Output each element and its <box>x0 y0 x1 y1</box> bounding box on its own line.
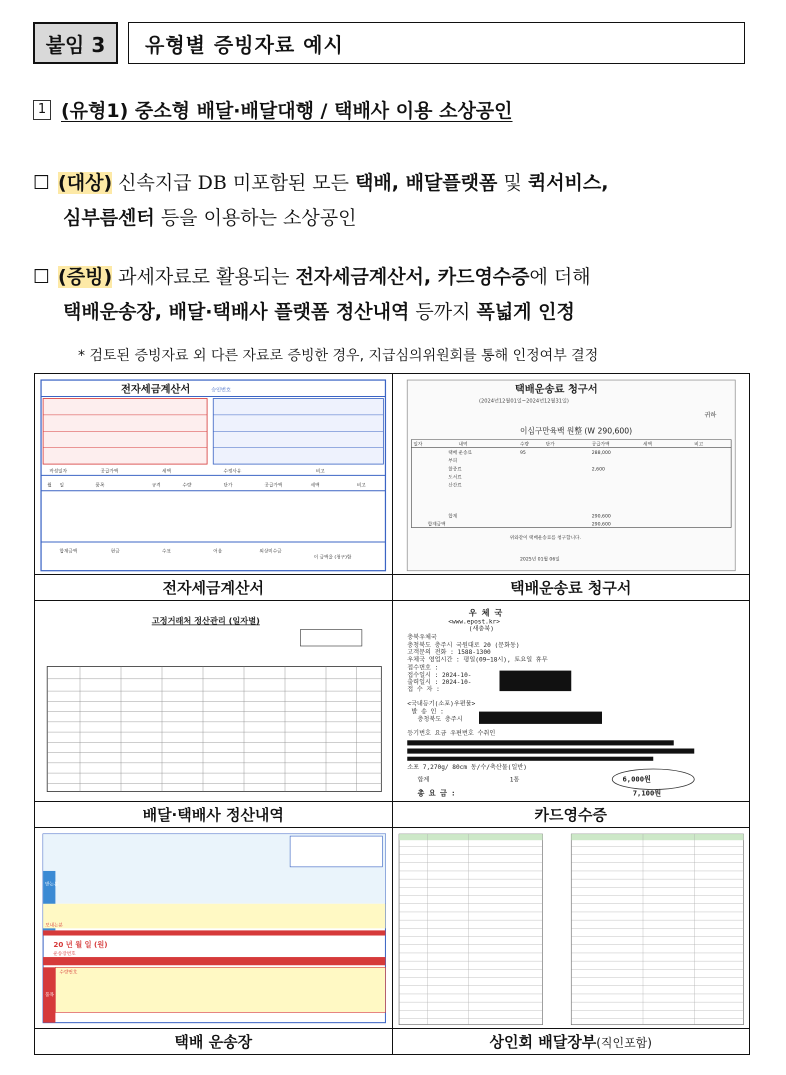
tax-invoice-thumbnail <box>39 378 388 573</box>
bill-recipient: 귀하 <box>704 411 716 419</box>
invoice-footer: 수표 <box>162 549 171 555</box>
waybill-label: 운송장번호 <box>53 952 76 957</box>
target-bold: 퀵서비스, <box>527 172 609 194</box>
example-ledger <box>392 828 750 1029</box>
card-receipt-thumbnail <box>397 605 746 800</box>
proof-item <box>33 260 763 330</box>
caption-ledger-sub: (직인포함) <box>596 1036 652 1050</box>
waybill-label: 품목 <box>45 993 55 998</box>
receipt-line: 고객문의 전화 : 1588-1300 <box>406 649 491 657</box>
invoice-field-label: 세액 <box>162 469 171 475</box>
bill-total: 290,600 <box>591 514 611 520</box>
approval-label: 승인번호 <box>211 387 231 394</box>
receipt-total: 7,100원 <box>632 788 661 798</box>
caption-ledger-main: 상인회 배달장부 <box>489 1033 597 1051</box>
bill-row: 도서료 <box>447 475 462 481</box>
bill-amount: 이십구만육백 원整 (W 290,600) <box>519 426 632 436</box>
examples-grid <box>34 373 750 1055</box>
receipt-sum-val: 6,000원 <box>622 774 651 784</box>
receipt-weight: 소포 7,270g/ 80cm 동/수/축산물(일반) <box>406 764 527 771</box>
target-text: 및 <box>497 172 528 194</box>
proof-bold: 전자세금계산서, 카드영수증 <box>295 266 530 288</box>
checkbox-icon: ☐ <box>33 172 51 194</box>
invoice-col: 수량 <box>182 483 192 489</box>
proof-label: (증빙) <box>58 266 113 288</box>
bill-period: (2024년12월01일~2024년12월31일) <box>478 398 569 405</box>
bill-col: 일자 <box>412 442 422 448</box>
bill-row: 산간료 <box>447 483 462 489</box>
bill-total2: 290,600 <box>591 522 611 528</box>
bill-value: 2,600 <box>591 467 605 473</box>
invoice-col: 세액 <box>310 483 320 489</box>
receipt-line: 충청북도 충주시 국원대로 20 (문화동) <box>406 642 520 650</box>
receipt-total-label: 총 요 금 : <box>417 788 455 798</box>
header <box>33 22 745 64</box>
example-delivery-bill <box>392 374 750 575</box>
target-text: 등을 이용하는 소상공인 <box>154 207 357 229</box>
proof-bold: 택배운송장, 배달·택배사 플랫폼 정산내역 <box>63 301 410 323</box>
bill-col: 비고 <box>693 442 703 448</box>
example-card-receipt <box>392 601 750 802</box>
waybill-label: 보내는분 <box>45 923 63 929</box>
section-number: 1 <box>33 100 51 120</box>
tax-invoice-title: 전자세금계산서 <box>121 383 191 396</box>
receipt-title: 우 체 국 <box>468 607 502 618</box>
invoice-col: 월 <box>47 483 52 489</box>
target-comma: , <box>391 172 406 194</box>
caption-card-receipt: 카드영수증 <box>392 802 750 828</box>
invoice-col: 단가 <box>223 483 233 489</box>
bill-date: 2025년 01월 06일 <box>519 557 560 563</box>
checkbox-icon: ☐ <box>33 266 51 288</box>
bill-col: 공급가액 <box>591 442 610 448</box>
invoice-field-label: 작성일자 <box>49 469 68 475</box>
invoice-col: 규격 <box>151 483 161 489</box>
section-title: (유형1) 중소형 배달·배달대행 / 택배사 이용 소상공인 <box>61 100 513 122</box>
proof-text: 에 더해 <box>529 266 591 288</box>
bill-row: 택배 운송료 <box>447 450 472 456</box>
footnote: * 검토된 증빙자료 외 다른 자료로 증빙한 경우, 지급심의위원회를 통해 인정여부 결정 <box>78 348 599 364</box>
caption-waybill: 택배 운송장 <box>35 1029 393 1055</box>
receipt-item-head: 등기번호 요금 우편번호 수취인 <box>406 730 495 738</box>
example-settlement <box>35 601 393 802</box>
receipt-sender: <국내등기(소포)우편물> <box>406 700 475 708</box>
example-tax-invoice <box>35 374 393 575</box>
invoice-footer: 어음 <box>213 549 223 555</box>
receipt-line: 우체국 영업시간 : 평일(09~18시), 토요일 휴무 <box>406 656 548 664</box>
invoice-footer: 이 금액을 (청구)함 <box>313 555 352 561</box>
receipt-sum-label: 합계 <box>417 776 429 784</box>
proof-bold: 폭넓게 인정 <box>476 301 575 323</box>
caption-delivery-bill: 택배운송료 청구서 <box>392 575 750 601</box>
bill-row: 할증료 <box>447 467 462 473</box>
example-waybill <box>35 828 393 1029</box>
receipt-branch: (새충북) <box>468 625 494 633</box>
bill-col: 세액 <box>642 442 652 448</box>
page-title: 유형별 증빙자료 예시 <box>128 22 745 64</box>
bill-total-label: 합계 <box>447 514 457 520</box>
bill-value: 288,000 <box>591 450 611 456</box>
invoice-col: 비고 <box>356 483 366 489</box>
caption-settlement: 배달·택배사 정산내역 <box>35 802 393 828</box>
bill-footer: 위와같이 택배운송료를 청구합니다. <box>509 535 581 541</box>
target-item <box>33 166 763 236</box>
invoice-footer: 현금 <box>110 549 120 555</box>
target-label: (대상) <box>58 172 113 194</box>
waybill-label: 받는분 <box>45 882 59 888</box>
target-text: 신속지급 DB 미포함된 모든 <box>112 172 356 194</box>
receipt-sum-qty: 1통 <box>509 776 519 784</box>
receipt-send-row: 충청북도 충주시 <box>417 715 463 723</box>
invoice-col: 품목 <box>95 483 105 489</box>
receipt-line: 충북우체국 <box>406 633 437 641</box>
bill-total2-label: 합계금액 <box>427 522 446 528</box>
receipt-send-row: 발 송 인 : <box>410 708 444 716</box>
target-bold: 배달플랫폼 <box>405 172 498 194</box>
bill-qty: 95 <box>519 450 526 456</box>
attachment-badge: 붙임 3 <box>33 22 118 64</box>
target-bold: 택배 <box>355 172 392 194</box>
target-bold: 심부름센터 <box>63 207 155 229</box>
caption-ledger <box>392 1029 750 1055</box>
receipt-line: 접 수 자 : <box>406 686 440 694</box>
invoice-field-label: 비고 <box>315 469 325 475</box>
invoice-field-label: 공급가액 <box>100 469 119 475</box>
ledger-thumbnail <box>397 832 746 1027</box>
bill-col: 내역 <box>458 442 467 448</box>
proof-text: 과세자료로 활용되는 <box>112 266 296 288</box>
settlement-title: 고정거래처 정산관리 (일자별) <box>151 615 260 626</box>
invoice-col: 공급가액 <box>264 483 283 489</box>
receipt-line: 접수번호 : <box>406 664 438 672</box>
proof-text: 등까지 <box>409 301 477 323</box>
waybill-thumbnail <box>39 832 388 1027</box>
settlement-thumbnail <box>39 605 388 800</box>
delivery-bill-thumbnail <box>397 378 746 573</box>
bill-title: 택배운송료 청구서 <box>514 383 598 396</box>
receipt-line: 출력일시 : 2024-10- <box>406 678 471 686</box>
caption-tax-invoice: 전자세금계산서 <box>35 575 393 601</box>
receipt-site: <www.epost.kr> <box>447 618 500 626</box>
waybill-label: 수량번호 <box>59 970 78 976</box>
invoice-footer: 합계금액 <box>59 549 78 555</box>
invoice-footer: 외상미수금 <box>259 549 282 555</box>
bill-col: 수량 <box>519 442 529 448</box>
bill-row: 부피 <box>447 459 457 465</box>
bill-col: 단가 <box>545 442 555 448</box>
waybill-year-row: 20 년 월 일 (원) <box>53 939 108 949</box>
receipt-line: 접수일시 : 2024-10- <box>406 671 471 679</box>
invoice-field-label: 수정사유 <box>223 469 242 475</box>
invoice-col: 일 <box>59 483 64 489</box>
section-heading <box>33 96 513 123</box>
